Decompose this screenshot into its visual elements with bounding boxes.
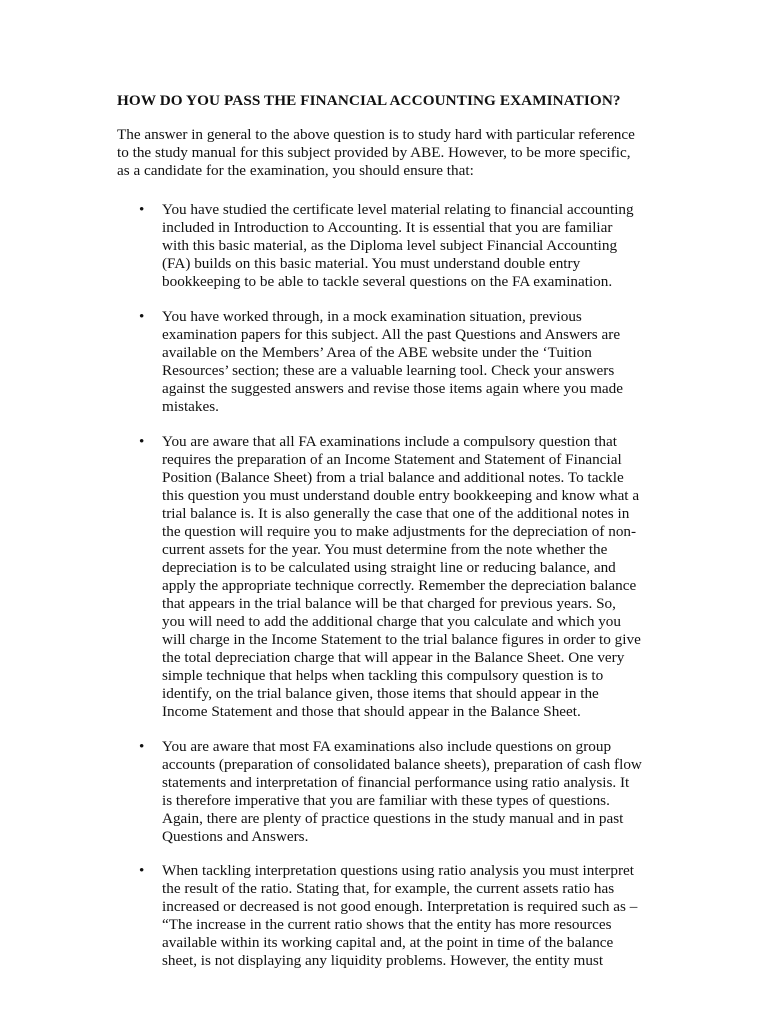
text-line: is therefore imperative that you are familiar with these types of questions. <box>162 792 610 809</box>
text-line: (FA) builds on this basic material. You must understand double entry <box>162 255 581 272</box>
text-line: identify, on the trial balance given, those items that should appear in the <box>162 685 599 702</box>
bullet-icon: • <box>139 308 145 325</box>
text-line: Position (Balance Sheet) from a trial balance and additional notes. To tackle <box>162 469 624 486</box>
text-line: available within its working capital and, at the point in time of the balance <box>162 934 614 951</box>
text-line: against the suggested answers and revise those items again where you made <box>162 380 623 397</box>
text-line: Questions and Answers. <box>162 828 309 845</box>
text-line: accounts (preparation of consolidated balance sheets), preparation of cash flow <box>162 756 642 773</box>
text-line: will charge in the Income Statement to the trial balance figures in order to give <box>162 631 641 648</box>
text-line: with this basic material, as the Diploma level subject Financial Accounting <box>162 237 618 254</box>
bullet-item-text <box>162 201 634 291</box>
intro-line: to the study manual for this subject provided by ABE. However, to be more specific, <box>117 144 631 161</box>
text-line: examination papers for this subject. All the past Questions and Answers are <box>162 326 621 343</box>
intro-paragraph <box>117 126 657 180</box>
text-line: requires the preparation of an Income Statement and Statement of Financial <box>162 451 622 468</box>
bullet-item-text <box>162 308 623 416</box>
text-line: increased or decreased is not good enough. Interpretation is required such as – <box>162 898 638 915</box>
intro-line: as a candidate for the examination, you should ensure that: <box>117 162 474 179</box>
text-line: this question you must understand double entry bookkeeping and know what a <box>162 487 640 504</box>
bullet-icon: • <box>139 862 145 879</box>
text-line: When tackling interpretation questions using ratio analysis you must interpret <box>162 862 634 879</box>
bullet-item-text <box>162 862 637 970</box>
text-line: statements and interpretation of financial performance using ratio analysis. It <box>162 774 630 791</box>
text-line: included in Introduction to Accounting. It is essential that you are familiar <box>162 219 613 236</box>
intro-line: The answer in general to the above question is to study hard with particular reference <box>117 126 635 143</box>
text-line: current assets for the year. You must determine from the note whether the <box>162 541 608 558</box>
text-line: You have worked through, in a mock examination situation, previous <box>162 308 582 325</box>
text-line: simple technique that helps when tackling this compulsory question is to <box>162 667 604 684</box>
bullet-icon: • <box>139 433 145 450</box>
text-line: Again, there are plenty of practice questions in the study manual and in past <box>162 810 624 827</box>
page-title: HOW DO YOU PASS THE FINANCIAL ACCOUNTING EXAMINATION? <box>117 92 621 109</box>
text-line: bookkeeping to be able to tackle several questions on the FA examination. <box>162 273 613 290</box>
text-line: the total depreciation charge that will appear in the Balance Sheet. One very <box>162 649 625 666</box>
text-line: You are aware that all FA examinations include a compulsory question that <box>162 433 617 450</box>
text-line: you will need to add the additional charge that you calculate and which you <box>162 613 621 630</box>
text-line: “The increase in the current ratio shows that the entity has more resources <box>162 916 612 933</box>
bullet-icon: • <box>139 201 145 218</box>
bullet-item-text <box>162 738 642 846</box>
text-line: trial balance is. It is also generally the case that one of the additional notes in <box>162 505 630 522</box>
text-line: apply the appropriate technique correctly. Remember the depreciation balance <box>162 577 637 594</box>
text-line: mistakes. <box>162 398 219 415</box>
bullet-icon: • <box>139 738 145 755</box>
text-line: Income Statement and those that should appear in the Balance Sheet. <box>162 703 581 720</box>
text-line: sheet, is not displaying any liquidity problems. However, the entity must <box>162 952 604 969</box>
bullet-item-text <box>162 433 641 721</box>
text-line: depreciation is to be calculated using straight line or reducing balance, and <box>162 559 616 576</box>
text-line: You have studied the certificate level material relating to financial accounting <box>162 201 634 218</box>
text-line: Resources’ section; these are a valuable learning tool. Check your answers <box>162 362 615 379</box>
text-line: the result of the ratio. Stating that, for example, the current assets ratio has <box>162 880 615 897</box>
text-line: the question will require you to make adjustments for the depreciation of non- <box>162 523 637 540</box>
text-line: that appears in the trial balance will be that charged for previous years. So, <box>162 595 616 612</box>
text-line: available on the Members’ Area of the ABE website under the ‘Tuition <box>162 344 592 361</box>
text-line: You are aware that most FA examinations also include questions on group <box>162 738 612 755</box>
